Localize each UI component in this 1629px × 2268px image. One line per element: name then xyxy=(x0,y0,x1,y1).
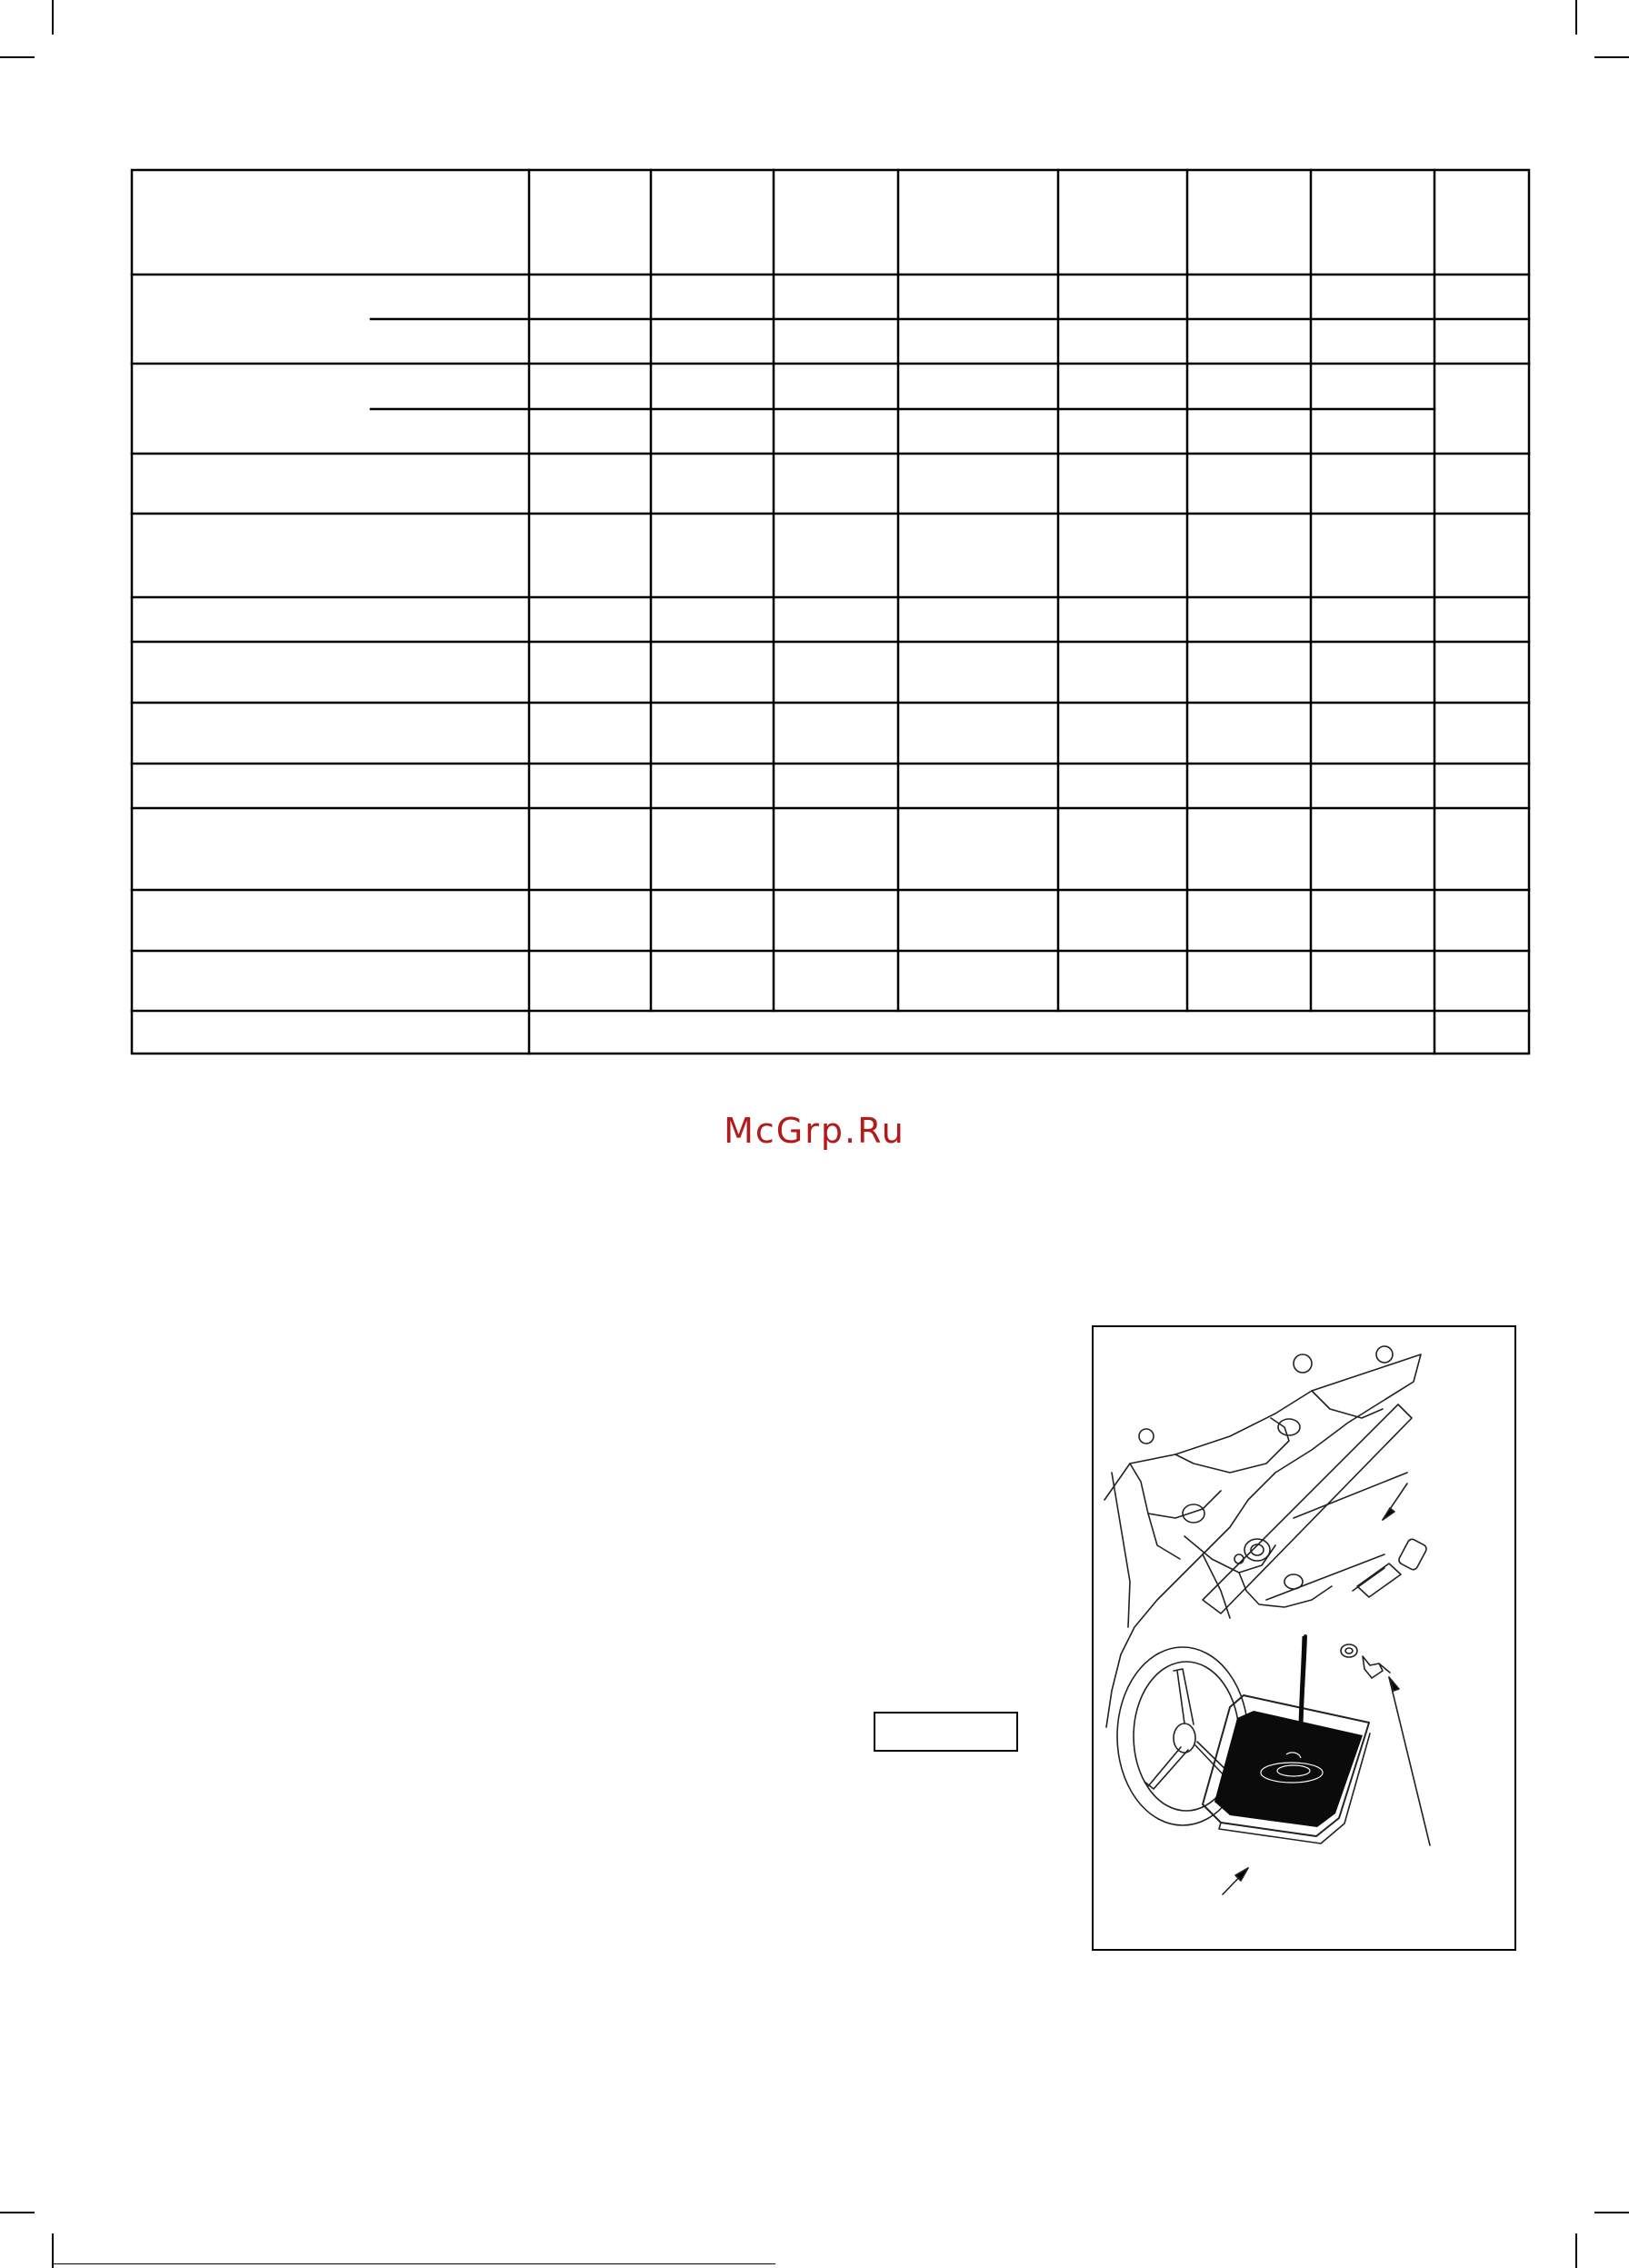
label-box xyxy=(874,1712,1018,1752)
crop-mark-bottom-left-h xyxy=(0,2212,35,2213)
crop-mark-bottom-right-v xyxy=(1575,2233,1577,2268)
watermark: McGrp.Ru xyxy=(724,1111,905,1151)
crop-mark-bottom-right-h xyxy=(1594,2212,1629,2213)
oil-drain-illustration xyxy=(1094,1327,1514,1949)
oil-drain-figure xyxy=(1092,1325,1516,1951)
spec-table xyxy=(0,0,1629,1091)
footer-rule xyxy=(52,2263,775,2264)
